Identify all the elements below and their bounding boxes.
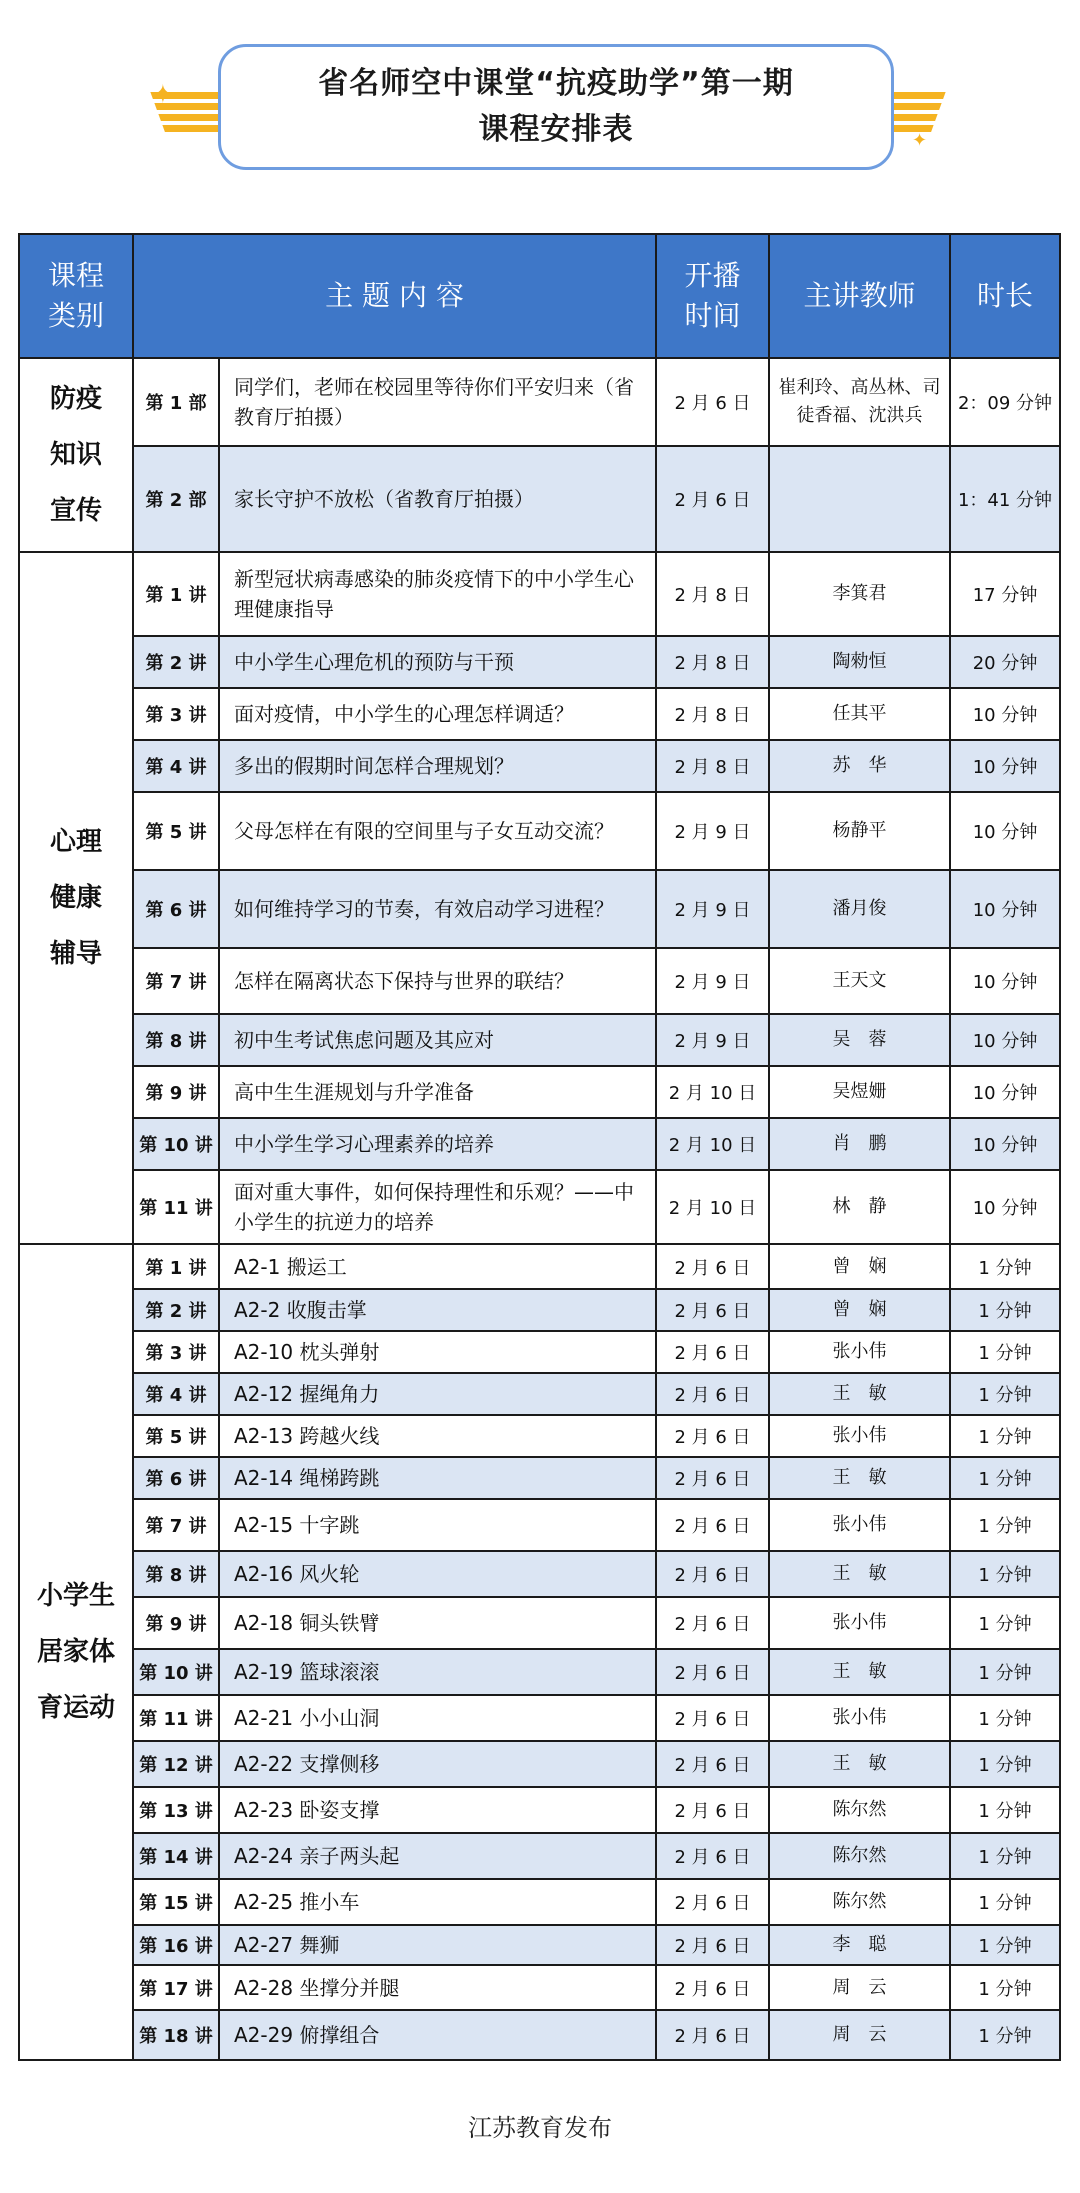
lesson-topic: A2-18 铜头铁臂 xyxy=(219,1597,656,1649)
air-date: 2 月 6 日 xyxy=(656,1741,769,1787)
category-label: 心理 xyxy=(49,827,102,857)
teacher-name: 张小伟 xyxy=(769,1695,950,1741)
category-cell xyxy=(19,552,133,1244)
table-row xyxy=(19,1833,1060,1879)
duration: 1 分钟 xyxy=(950,1649,1060,1695)
table-row xyxy=(19,1331,1060,1373)
air-date: 2 月 6 日 xyxy=(656,358,769,446)
category-label: 知识 xyxy=(49,440,102,470)
table-row xyxy=(19,1373,1060,1415)
air-date: 2 月 10 日 xyxy=(656,1118,769,1170)
air-date: 2 月 8 日 xyxy=(656,688,769,740)
teacher-name: 张小伟 xyxy=(769,1415,950,1457)
page-subtitle: 课程安排表 xyxy=(478,112,634,147)
duration: 10 分钟 xyxy=(950,870,1060,948)
table-row xyxy=(19,1879,1060,1925)
category-label: 辅导 xyxy=(49,939,102,969)
lesson-topic: A2-13 跨越火线 xyxy=(219,1415,656,1457)
duration: 17 分钟 xyxy=(950,552,1060,636)
duration: 10 分钟 xyxy=(950,948,1060,1014)
table-row xyxy=(19,1118,1060,1170)
lesson-number: 第 11 讲 xyxy=(133,1695,219,1741)
table-row xyxy=(19,1014,1060,1066)
air-date: 2 月 6 日 xyxy=(656,1457,769,1499)
table-row xyxy=(19,1066,1060,1118)
teacher-name: 杨静平 xyxy=(769,792,950,870)
teacher-name: 陈尔然 xyxy=(769,1833,950,1879)
table-row xyxy=(19,1499,1060,1551)
table-row xyxy=(19,2010,1060,2060)
sparkle-icon: ✦ xyxy=(152,80,174,110)
table-header-row xyxy=(19,234,1060,358)
title-banner xyxy=(218,44,894,170)
teacher-name: 崔利玲、高丛林、司徒香福、沈洪兵 xyxy=(769,358,950,446)
lesson-number: 第 5 讲 xyxy=(133,1415,219,1457)
lesson-topic: A2-19 篮球滚滚 xyxy=(219,1649,656,1695)
table-row xyxy=(19,1741,1060,1787)
lesson-topic: 高中生生涯规划与升学准备 xyxy=(219,1066,656,1118)
table-row xyxy=(19,870,1060,948)
lesson-topic: 中小学生心理危机的预防与干预 xyxy=(219,636,656,688)
lesson-number: 第 10 讲 xyxy=(133,1118,219,1170)
duration: 1 分钟 xyxy=(950,1331,1060,1373)
lesson-topic: A2-2 收腹击掌 xyxy=(219,1289,656,1331)
lesson-topic: A2-27 舞狮 xyxy=(219,1925,656,1965)
duration: 1：41 分钟 xyxy=(950,446,1060,552)
teacher-name: 陈尔然 xyxy=(769,1787,950,1833)
lesson-topic: 中小学生学习心理素养的培养 xyxy=(219,1118,656,1170)
lesson-number: 第 13 讲 xyxy=(133,1787,219,1833)
lesson-topic: A2-25 推小车 xyxy=(219,1879,656,1925)
teacher-name: 李箕君 xyxy=(769,552,950,636)
lesson-topic: 同学们，老师在校园里等待你们平安归来（省教育厅拍摄） xyxy=(219,358,656,446)
lesson-number: 第 14 讲 xyxy=(133,1833,219,1879)
lesson-number: 第 10 讲 xyxy=(133,1649,219,1695)
table-row xyxy=(19,552,1060,636)
category-cell xyxy=(19,358,133,552)
lesson-number: 第 11 讲 xyxy=(133,1170,219,1244)
duration: 1 分钟 xyxy=(950,1289,1060,1331)
teacher-name: 苏 华 xyxy=(769,740,950,792)
lesson-number: 第 8 讲 xyxy=(133,1551,219,1597)
teacher-name: 任其平 xyxy=(769,688,950,740)
duration: 1 分钟 xyxy=(950,1244,1060,1289)
air-date: 2 月 8 日 xyxy=(656,740,769,792)
duration: 1 分钟 xyxy=(950,1597,1060,1649)
teacher-name: 吴煜姗 xyxy=(769,1066,950,1118)
air-date: 2 月 6 日 xyxy=(656,1499,769,1551)
lesson-number: 第 12 讲 xyxy=(133,1741,219,1787)
table-row xyxy=(19,740,1060,792)
header-duration: 时长 xyxy=(950,234,1060,358)
air-date: 2 月 9 日 xyxy=(656,1014,769,1066)
air-date: 2 月 6 日 xyxy=(656,1551,769,1597)
lesson-topic: 如何维持学习的节奏，有效启动学习进程？ xyxy=(219,870,656,948)
lesson-number: 第 2 讲 xyxy=(133,1289,219,1331)
teacher-name: 周 云 xyxy=(769,2010,950,2060)
duration: 1 分钟 xyxy=(950,1925,1060,1965)
category-cell xyxy=(19,1244,133,2060)
table-row xyxy=(19,1244,1060,1289)
table-row xyxy=(19,1457,1060,1499)
teacher-name: 潘月俊 xyxy=(769,870,950,948)
air-date: 2 月 6 日 xyxy=(656,1925,769,1965)
air-date: 2 月 6 日 xyxy=(656,1695,769,1741)
lesson-topic: A2-12 握绳角力 xyxy=(219,1373,656,1415)
category-label: 宣传 xyxy=(49,496,102,526)
air-date: 2 月 6 日 xyxy=(656,446,769,552)
table-row xyxy=(19,948,1060,1014)
teacher-name: 王 敏 xyxy=(769,1457,950,1499)
air-date: 2 月 6 日 xyxy=(656,1833,769,1879)
page-title: 省名师空中课堂“抗疫助学”第一期 xyxy=(318,66,794,101)
duration: 1 分钟 xyxy=(950,2010,1060,2060)
teacher-name: 李 聪 xyxy=(769,1925,950,1965)
teacher-name xyxy=(769,446,950,552)
lesson-number: 第 6 讲 xyxy=(133,870,219,948)
teacher-name: 林 静 xyxy=(769,1170,950,1244)
table-row xyxy=(19,358,1060,446)
teacher-name: 张小伟 xyxy=(769,1597,950,1649)
category-label: 健康 xyxy=(49,883,102,913)
category-label: 居家体 xyxy=(36,1637,115,1667)
table-row xyxy=(19,1551,1060,1597)
lesson-topic: A2-15 十字跳 xyxy=(219,1499,656,1551)
lesson-number: 第 4 讲 xyxy=(133,1373,219,1415)
lesson-topic: A2-10 枕头弹射 xyxy=(219,1331,656,1373)
teacher-name: 王 敏 xyxy=(769,1373,950,1415)
table-row xyxy=(19,636,1060,688)
duration: 10 分钟 xyxy=(950,1170,1060,1244)
teacher-name: 张小伟 xyxy=(769,1331,950,1373)
air-date: 2 月 6 日 xyxy=(656,1879,769,1925)
air-date: 2 月 6 日 xyxy=(656,1331,769,1373)
duration: 1 分钟 xyxy=(950,1879,1060,1925)
table-row xyxy=(19,446,1060,552)
lesson-topic: 初中生考试焦虑问题及其应对 xyxy=(219,1014,656,1066)
lesson-topic: A2-23 卧姿支撑 xyxy=(219,1787,656,1833)
lesson-topic: 面对重大事件，如何保持理性和乐观？——中小学生的抗逆力的培养 xyxy=(219,1170,656,1244)
air-date: 2 月 8 日 xyxy=(656,552,769,636)
teacher-name: 王天文 xyxy=(769,948,950,1014)
lesson-number: 第 9 讲 xyxy=(133,1066,219,1118)
header-date: 开播时间 xyxy=(656,234,769,358)
category-label: 小学生 xyxy=(36,1581,115,1611)
lesson-number: 第 2 部 xyxy=(133,446,219,552)
duration: 1 分钟 xyxy=(950,1695,1060,1741)
duration: 1 分钟 xyxy=(950,1741,1060,1787)
lesson-number: 第 3 讲 xyxy=(133,1331,219,1373)
table-row xyxy=(19,1695,1060,1741)
air-date: 2 月 6 日 xyxy=(656,1965,769,2010)
air-date: 2 月 6 日 xyxy=(656,1289,769,1331)
lesson-number: 第 8 讲 xyxy=(133,1014,219,1066)
lesson-topic: A2-14 绳梯跨跳 xyxy=(219,1457,656,1499)
duration: 10 分钟 xyxy=(950,1118,1060,1170)
category-label: 防疫 xyxy=(49,384,102,414)
teacher-name: 王 敏 xyxy=(769,1551,950,1597)
footer-source: 江苏教育发布 xyxy=(468,2114,612,2142)
lesson-topic: A2-28 坐撑分并腿 xyxy=(219,1965,656,2010)
air-date: 2 月 8 日 xyxy=(656,636,769,688)
lesson-topic: A2-21 小小山洞 xyxy=(219,1695,656,1741)
duration: 1 分钟 xyxy=(950,1833,1060,1879)
table-row xyxy=(19,1649,1060,1695)
table-row xyxy=(19,1965,1060,2010)
lesson-number: 第 17 讲 xyxy=(133,1965,219,2010)
lesson-topic: A2-1 搬运工 xyxy=(219,1244,656,1289)
teacher-name: 陶勑恒 xyxy=(769,636,950,688)
duration: 20 分钟 xyxy=(950,636,1060,688)
duration: 10 分钟 xyxy=(950,792,1060,870)
air-date: 2 月 6 日 xyxy=(656,1787,769,1833)
lesson-topic: A2-29 俯撑组合 xyxy=(219,2010,656,2060)
duration: 10 分钟 xyxy=(950,1014,1060,1066)
air-date: 2 月 9 日 xyxy=(656,792,769,870)
table-row xyxy=(19,1415,1060,1457)
duration: 10 分钟 xyxy=(950,688,1060,740)
air-date: 2 月 6 日 xyxy=(656,1649,769,1695)
sparkle-icon: ✦ xyxy=(912,130,928,151)
header-topic: 主 题 内 容 xyxy=(133,234,656,358)
duration: 2：09 分钟 xyxy=(950,358,1060,446)
lesson-number: 第 16 讲 xyxy=(133,1925,219,1965)
duration: 1 分钟 xyxy=(950,1457,1060,1499)
teacher-name: 陈尔然 xyxy=(769,1879,950,1925)
duration: 1 分钟 xyxy=(950,1415,1060,1457)
schedule-table xyxy=(18,233,1061,2061)
lesson-number: 第 2 讲 xyxy=(133,636,219,688)
duration: 10 分钟 xyxy=(950,740,1060,792)
table-row xyxy=(19,792,1060,870)
lesson-number: 第 1 部 xyxy=(133,358,219,446)
air-date: 2 月 6 日 xyxy=(656,1373,769,1415)
lesson-number: 第 9 讲 xyxy=(133,1597,219,1649)
header-teacher: 主讲教师 xyxy=(769,234,950,358)
lesson-topic: A2-16 风火轮 xyxy=(219,1551,656,1597)
air-date: 2 月 6 日 xyxy=(656,1597,769,1649)
lesson-topic: 家长守护不放松（省教育厅拍摄） xyxy=(219,446,656,552)
duration: 10 分钟 xyxy=(950,1066,1060,1118)
teacher-name: 吴 蓉 xyxy=(769,1014,950,1066)
teacher-name: 曾 娴 xyxy=(769,1244,950,1289)
lesson-topic: A2-22 支撑侧移 xyxy=(219,1741,656,1787)
lesson-number: 第 7 讲 xyxy=(133,948,219,1014)
header-category: 课程类别 xyxy=(19,234,133,358)
lesson-topic: 面对疫情，中小学生的心理怎样调适？ xyxy=(219,688,656,740)
teacher-name: 曾 娴 xyxy=(769,1289,950,1331)
teacher-name: 周 云 xyxy=(769,1965,950,2010)
teacher-name: 肖 鹏 xyxy=(769,1118,950,1170)
table-row xyxy=(19,1289,1060,1331)
table-row xyxy=(19,688,1060,740)
air-date: 2 月 6 日 xyxy=(656,1244,769,1289)
lesson-number: 第 18 讲 xyxy=(133,2010,219,2060)
schedule-body xyxy=(19,358,1060,2060)
lesson-number: 第 4 讲 xyxy=(133,740,219,792)
air-date: 2 月 6 日 xyxy=(656,2010,769,2060)
table-row xyxy=(19,1925,1060,1965)
lesson-topic: A2-24 亲子两头起 xyxy=(219,1833,656,1879)
duration: 1 分钟 xyxy=(950,1787,1060,1833)
lesson-number: 第 1 讲 xyxy=(133,1244,219,1289)
table-row xyxy=(19,1787,1060,1833)
air-date: 2 月 10 日 xyxy=(656,1066,769,1118)
lesson-number: 第 3 讲 xyxy=(133,688,219,740)
lesson-topic: 怎样在隔离状态下保持与世界的联结？ xyxy=(219,948,656,1014)
air-date: 2 月 9 日 xyxy=(656,948,769,1014)
lesson-topic: 多出的假期时间怎样合理规划？ xyxy=(219,740,656,792)
lesson-number: 第 5 讲 xyxy=(133,792,219,870)
air-date: 2 月 6 日 xyxy=(656,1415,769,1457)
lesson-topic: 新型冠状病毒感染的肺炎疫情下的中小学生心理健康指导 xyxy=(219,552,656,636)
lesson-number: 第 7 讲 xyxy=(133,1499,219,1551)
category-label: 育运动 xyxy=(36,1693,115,1723)
duration: 1 分钟 xyxy=(950,1499,1060,1551)
teacher-name: 王 敏 xyxy=(769,1741,950,1787)
air-date: 2 月 9 日 xyxy=(656,870,769,948)
teacher-name: 王 敏 xyxy=(769,1649,950,1695)
air-date: 2 月 10 日 xyxy=(656,1170,769,1244)
lesson-number: 第 1 讲 xyxy=(133,552,219,636)
table-row xyxy=(19,1170,1060,1244)
lesson-number: 第 15 讲 xyxy=(133,1879,219,1925)
lesson-number: 第 6 讲 xyxy=(133,1457,219,1499)
table-row xyxy=(19,1597,1060,1649)
duration: 1 分钟 xyxy=(950,1373,1060,1415)
teacher-name: 张小伟 xyxy=(769,1499,950,1551)
lesson-topic: 父母怎样在有限的空间里与子女互动交流？ xyxy=(219,792,656,870)
duration: 1 分钟 xyxy=(950,1551,1060,1597)
duration: 1 分钟 xyxy=(950,1965,1060,2010)
